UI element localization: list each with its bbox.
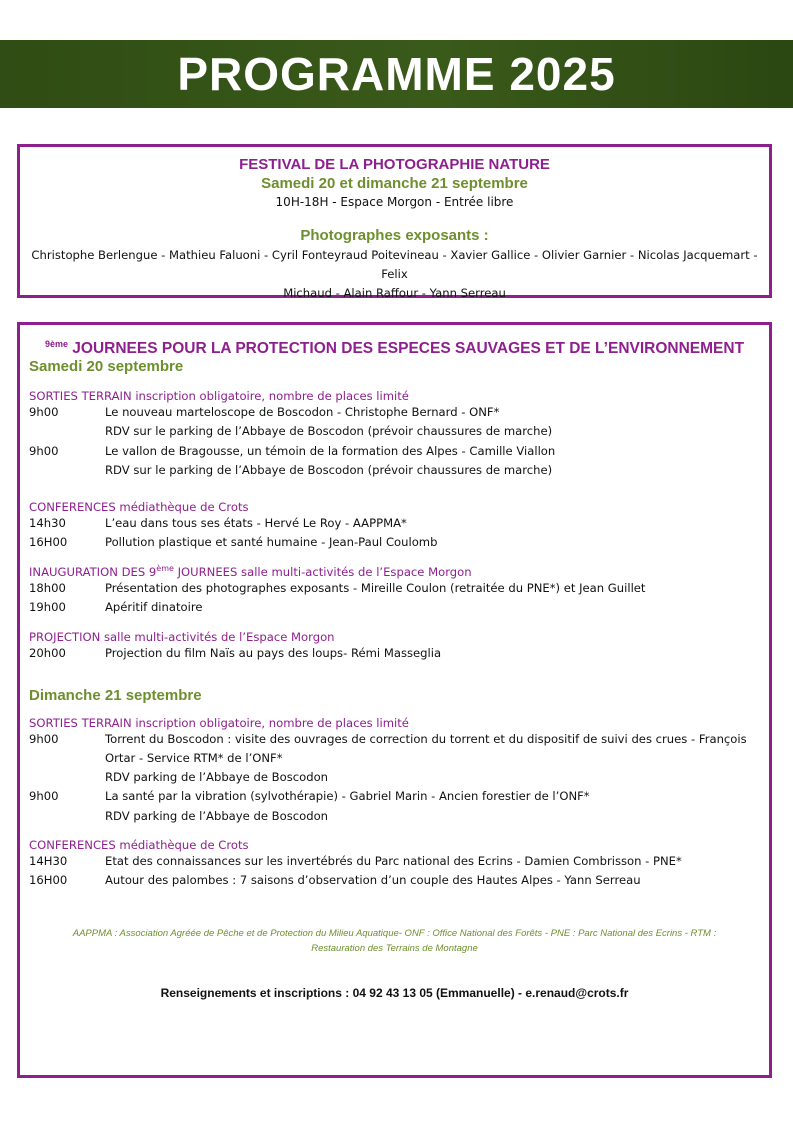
- footnote-line: AAPPMA : Association Agréée de Pêche et de Protection du Milieu Aquatique- ONF : Office National des Forêts - PNE : Parc National des Ecrins - RTM :: [72, 928, 717, 940]
- festival-dates: Samedi 20 et dimanche 21 septembre: [261, 175, 528, 192]
- title-banner: [0, 40, 793, 108]
- sun-sorties-list: [20, 730, 769, 826]
- section-note: inscription obligatoire, nombre de places limité: [131, 389, 409, 404]
- schedule-time: 9h00: [29, 405, 59, 420]
- journees-box: [17, 322, 772, 1078]
- schedule-time: 9h00: [29, 443, 59, 458]
- schedule-text: Présentation des photographes exposants - Mireille Coulon (retraitée du PNE*) et Jean Guillet: [105, 581, 646, 596]
- schedule-text: RDV sur le parking de l’Abbaye de Boscodon (prévoir chaussures de marche): [105, 462, 553, 477]
- schedule-time: [29, 422, 105, 441]
- schedule-row: [20, 579, 769, 598]
- section-header: [20, 630, 769, 644]
- schedule-row: [20, 749, 769, 768]
- section-title: PROJECTION: [29, 629, 101, 644]
- schedule-time: 16H00: [29, 873, 68, 888]
- schedule-text: Le vallon de Bragousse, un témoin de la formation des Alpes - Camille Viallon: [105, 443, 556, 458]
- schedule-time: [29, 768, 105, 787]
- schedule-text: Ortar - Service RTM* de l’ONF*: [105, 751, 283, 766]
- section-title: SORTIES TERRAIN: [29, 715, 132, 730]
- exhibitors-line: Michaud - Alain Raffour - Yann Serreau: [283, 286, 506, 300]
- schedule-row: [20, 533, 769, 552]
- section-title-cont: JOURNEES: [173, 565, 238, 580]
- sat-conf-list: [20, 514, 769, 552]
- day-saturday: Samedi 20 septembre: [29, 358, 184, 376]
- day-sunday: Dimanche 21 septembre: [29, 686, 202, 704]
- schedule-text: RDV parking de l’Abbaye de Boscodon: [105, 770, 329, 785]
- schedule-time: 19h00: [29, 600, 66, 615]
- schedule-time: 14H30: [29, 853, 68, 868]
- journees-title-text: JOURNEES POUR LA PROTECTION DES ESPECES SAUVAGES ET DE L’ENVIRONNEMENT: [67, 340, 745, 358]
- schedule-time: 18h00: [29, 581, 66, 596]
- exhibitors-heading: Photographes exposants :: [300, 227, 489, 244]
- schedule-text: Projection du film Naïs au pays des loups- Rémi Masseglia: [105, 645, 442, 660]
- schedule-row: [20, 768, 769, 787]
- schedule-row: [20, 730, 769, 749]
- sat-sorties-list: [20, 403, 769, 480]
- schedule-text: Apéritif dinatoire: [105, 600, 203, 615]
- contact-info: Renseignements et inscriptions : 04 92 43 13 05 (Emmanuelle) - e.renaud@crots.fr: [160, 986, 629, 1001]
- section-note: médiathèque de Crots: [115, 837, 249, 852]
- section-title: SORTIES TERRAIN: [29, 389, 132, 404]
- schedule-text: Pollution plastique et santé humaine - Jean-Paul Coulomb: [105, 535, 438, 550]
- section-title: CONFERENCES: [29, 837, 116, 852]
- schedule-row: [20, 644, 769, 663]
- schedule-time: [29, 749, 105, 768]
- schedule-text: RDV parking de l’Abbaye de Boscodon: [105, 808, 329, 823]
- schedule-time: 9h00: [29, 731, 59, 746]
- sun-conf-list: [20, 852, 769, 890]
- section-title: INAUGURATION DES 9: [29, 565, 157, 580]
- festival-hours: 10H-18H - Espace Morgon - Entrée libre: [275, 195, 514, 209]
- schedule-text: Autour des palombes : 7 saisons d’observation d’un couple des Hautes Alpes - Yann Serreau: [105, 873, 641, 888]
- schedule-time: 9h00: [29, 789, 59, 804]
- schedule-text: L’eau dans tous ses états - Hervé Le Roy - AAPPMA*: [105, 515, 407, 530]
- section-note: médiathèque de Crots: [115, 499, 249, 514]
- section-note: salle multi-activités de l’Espace Morgon: [237, 565, 472, 580]
- abbreviations-footnote: [20, 926, 769, 956]
- schedule-time: 14h30: [29, 515, 66, 530]
- section-title: CONFERENCES: [29, 499, 116, 514]
- schedule-row: [20, 514, 769, 533]
- schedule-text: RDV sur le parking de l’Abbaye de Boscodon (prévoir chaussures de marche): [105, 424, 553, 439]
- journees-title: [20, 339, 769, 358]
- schedule-row: [20, 807, 769, 826]
- ordinal-sup: ème: [156, 564, 174, 574]
- schedule-time: [29, 807, 105, 826]
- footnote-line: Restauration des Terrains de Montagne: [311, 943, 478, 955]
- festival-box: [17, 144, 772, 298]
- section-header: [20, 389, 769, 403]
- schedule-row: [20, 787, 769, 806]
- page-title: PROGRAMME 2025: [177, 48, 616, 100]
- sat-proj-list: [20, 644, 769, 663]
- section-header: [20, 564, 769, 579]
- schedule-row: [20, 422, 769, 441]
- schedule-time: 20h00: [29, 645, 66, 660]
- schedule-text: Torrent du Boscodon : visite des ouvrages de correction du torrent et du dispositif de suivi des crues - François: [105, 731, 747, 746]
- schedule-time: 16H00: [29, 535, 68, 550]
- schedule-row: [20, 403, 769, 422]
- section-header: [20, 838, 769, 852]
- schedule-text: Etat des connaissances sur les invertébrés du Parc national des Ecrins - Damien Combrisson - PNE*: [105, 853, 682, 868]
- exhibitors-list: [20, 246, 769, 303]
- schedule-row: [20, 442, 769, 461]
- schedule-row: [20, 461, 769, 480]
- sat-inaug-list: [20, 579, 769, 617]
- festival-title: FESTIVAL DE LA PHOTOGRAPHIE NATURE: [239, 156, 550, 173]
- schedule-row: [20, 871, 769, 890]
- schedule-text: Le nouveau marteloscope de Boscodon - Christophe Bernard - ONF*: [105, 405, 500, 420]
- schedule-text: La santé par la vibration (sylvothérapie) - Gabriel Marin - Ancien forestier de l’ONF*: [105, 789, 590, 804]
- schedule-row: [20, 852, 769, 871]
- ordinal-sup: 9ème: [44, 339, 68, 349]
- schedule-time: [29, 461, 105, 480]
- exhibitors-line: Christophe Berlengue - Mathieu Faluoni - Cyril Fonteyraud Poitevineau - Xavier Gallice - Olivier Garnier - Nicolas Jacquemart - Felix: [31, 248, 758, 281]
- section-header: [20, 500, 769, 514]
- schedule-row: [20, 598, 769, 617]
- section-note: inscription obligatoire, nombre de places limité: [131, 715, 409, 730]
- section-note: salle multi-activités de l’Espace Morgon: [100, 629, 335, 644]
- section-header: [20, 716, 769, 730]
